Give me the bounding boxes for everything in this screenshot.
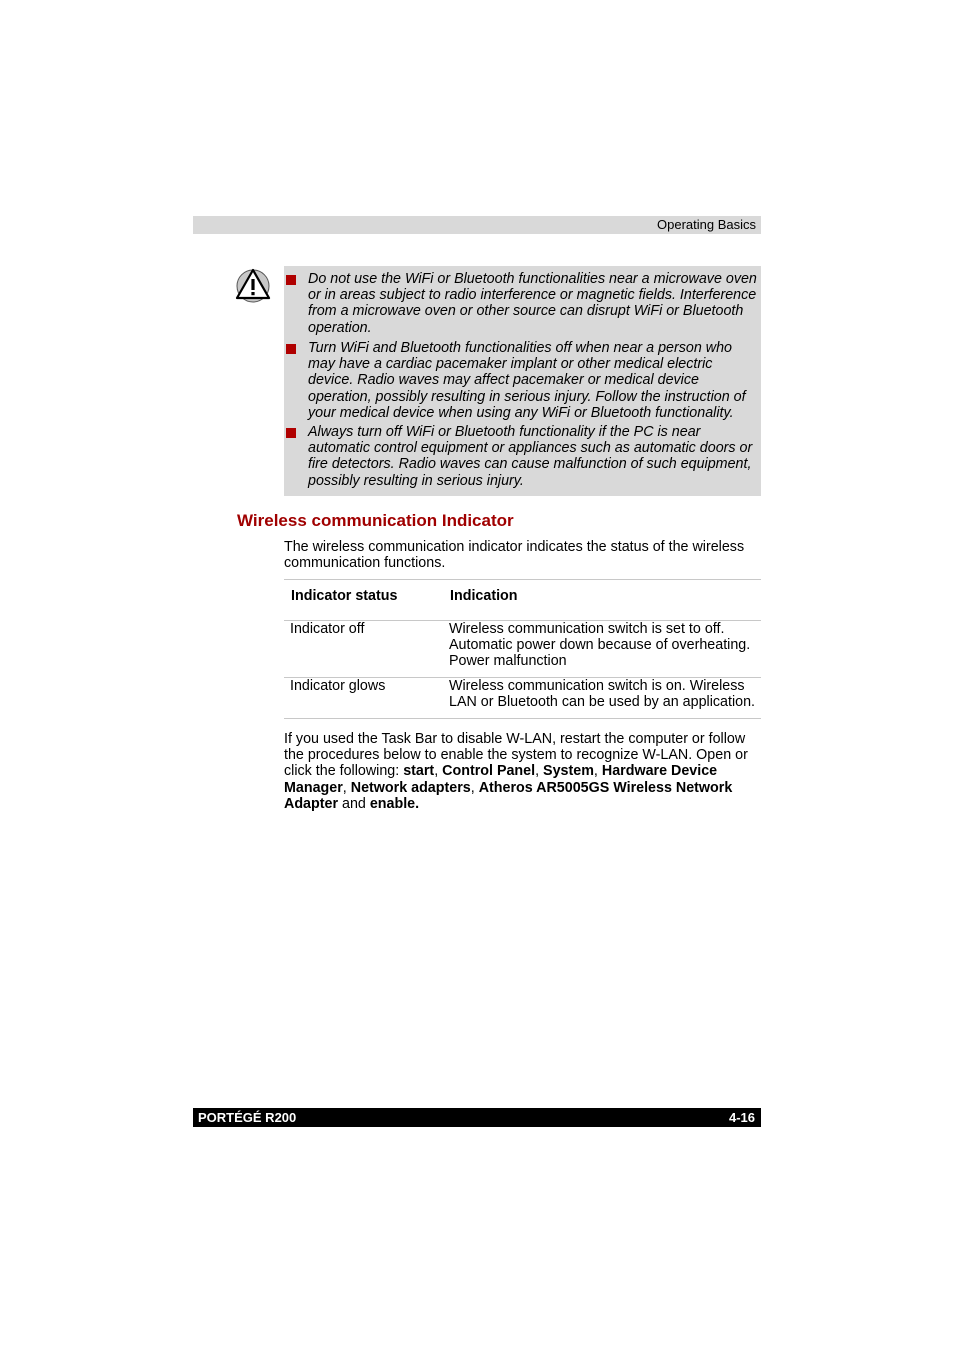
column-header: Indication xyxy=(443,580,761,621)
page-number: 4-16 xyxy=(728,1110,755,1125)
menu-path-step: System xyxy=(543,763,594,780)
bullet-square-icon xyxy=(286,275,296,285)
separator: , xyxy=(434,763,443,780)
bullet-square-icon xyxy=(286,428,296,438)
instructions-paragraph xyxy=(284,731,761,812)
column-header: Indicator status xyxy=(284,580,443,621)
warning-text: Do not use the WiFi or Bluetooth functionalities near a microwave oven or in areas subject to radio interference or magnetic fields. Interference from a microwave oven or other source can disrupt WiFi or Bluetooth operation. xyxy=(308,271,757,336)
menu-path-step: Hardware Device Manager xyxy=(284,763,718,796)
status-cell: Indicator glows xyxy=(284,678,443,719)
table-row xyxy=(284,678,761,719)
product-name: PORTÉGÉ R200 xyxy=(198,1110,297,1125)
and-word: and xyxy=(338,795,370,812)
separator: , xyxy=(342,779,351,796)
instructions-lead: If you used the Task Bar to disable W-LAN, restart the computer or follow the procedures below to enable the system to recognize W-LAN. Open or click the following: xyxy=(284,731,748,780)
separator: , xyxy=(593,763,602,780)
indication-cell xyxy=(443,621,761,678)
table-header-row xyxy=(284,580,761,621)
warning-box xyxy=(284,266,761,496)
menu-path-step: Control Panel xyxy=(442,763,536,780)
menu-path-step: Atheros AR5005GS Wireless Network Adapter xyxy=(284,779,733,812)
table-row xyxy=(284,621,761,678)
intro-paragraph: The wireless communication indicator indicates the status of the wireless communication functions. xyxy=(284,539,745,572)
running-footer xyxy=(193,1108,761,1127)
separator: , xyxy=(535,763,544,780)
menu-path-step: start xyxy=(403,763,435,780)
warning-text: Turn WiFi and Bluetooth functionalities off when near a person who may have a cardiac pacemaker implant or other medical electric device. Radio waves may affect pacemaker or medical device operation, possibly resulting in serious injury. Follow the instruction of your medical device when using any WiFi or Bluetooth functionality. xyxy=(308,340,746,421)
section-heading: Wireless communication Indicator xyxy=(237,511,514,530)
indication-line: Wireless communication switch is on. Wireless LAN or Bluetooth can be used by an application. xyxy=(449,678,756,711)
running-header xyxy=(193,216,761,234)
indicator-table xyxy=(284,579,761,719)
warning-triangle-icon xyxy=(235,267,271,303)
separator: , xyxy=(470,779,479,796)
bullet-square-icon xyxy=(286,344,296,354)
menu-path-step: Network adapters xyxy=(350,779,471,796)
indication-cell xyxy=(443,678,761,719)
indication-line: Automatic power down because of overheating. xyxy=(449,637,751,654)
running-header-title: Operating Basics xyxy=(657,217,756,232)
menu-path-step: enable. xyxy=(369,795,420,812)
warning-text: Always turn off WiFi or Bluetooth functionality if the PC is near automatic control equipment or appliances such as automatic doors or fire detectors. Radio waves can cause malfunction of such equipment, possibly resulting in serious injury. xyxy=(308,424,753,489)
indication-line: Power malfunction xyxy=(449,653,567,670)
status-cell: Indicator off xyxy=(284,621,443,678)
indication-line: Wireless communication switch is set to off. xyxy=(449,621,725,637)
